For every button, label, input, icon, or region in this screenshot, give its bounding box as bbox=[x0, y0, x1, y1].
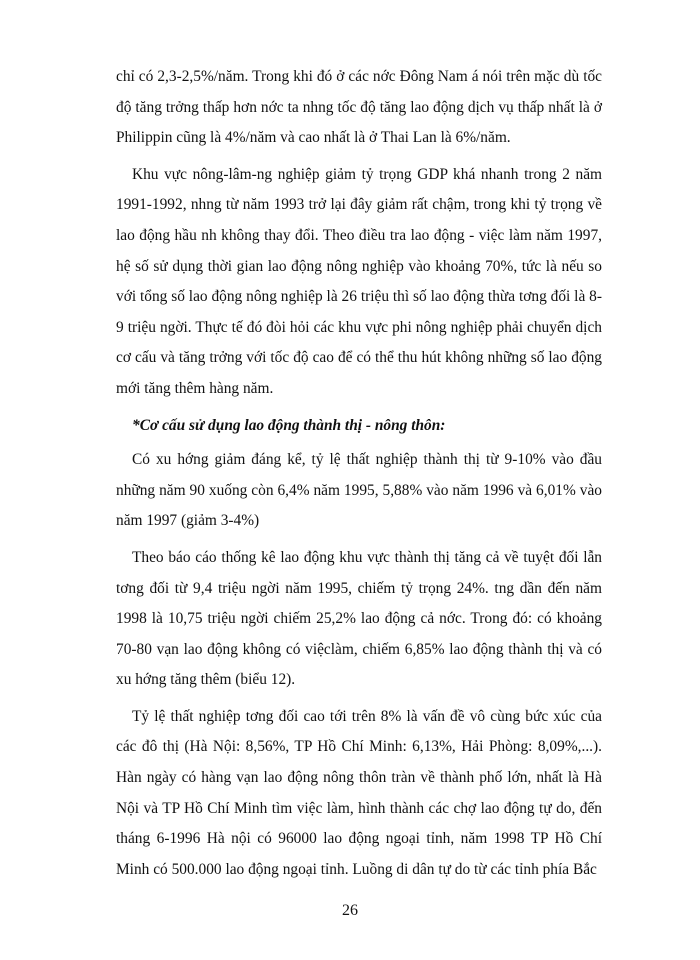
paragraph-2: Khu vực nông-lâm-ng nghiệp giảm tỷ trọng GDP khá nhanh trong 2 năm 1991-1992, nhng từ năm 1993 trở lại đây giảm rất chậm, trong khi tỷ trọng về lao động hầu nh không thay đổi. Theo điều tra lao động - việc làm năm 1997, hệ số sử dụng thời gian lao động nông nghiệp vào khoảng 70%, tức là nếu so với tổng số lao động nông nghiệp là 26 triệu thì số lao động thừa tơng đối là 8-9 triệu ngời. Thực tế đó đòi hỏi các khu vực phi nông nghiệp phải chuyển dịch cơ cấu và tăng trởng với tốc độ cao để có thể thu hút không những số lao động mới tăng thêm hàng năm. bbox=[116, 165, 602, 397]
body-text bbox=[116, 62, 602, 891]
paragraph-3: Có xu hớng giảm đáng kể, tỷ lệ thất nghiệp thành thị từ 9-10% vào đầu những năm 90 xuống còn 6,4% năm 1995, 5,88% vào năm 1996 và 6,01% vào năm 1997 (giảm 3-4%) bbox=[116, 451, 602, 530]
paragraph-4: Theo báo cáo thống kê lao động khu vực thành thị tăng cả về tuyệt đối lẫn tơng đối từ 9,4 triệu ngời năm 1995, chiếm tỷ trọng 24%. tng dần đến năm 1998 là 10,75 triệu ngời chiếm 25,2% lao động cả nớc. Trong đó: có khoảng 70-80 vạn lao động không có việclàm, chiếm 6,85% lao động thành thị và có xu hớng tăng thêm (biểu 12). bbox=[116, 548, 602, 689]
paragraph-5: Tỷ lệ thất nghiệp tơng đối cao tới trên 8% là vấn đề vô cùng bức xúc của các đô thị (Hà Nội: 8,56%, TP Hồ Chí Minh: 6,13%, Hải Phòng: 8,09%,...). Hàn ngày có hàng vạn lao động nông thôn tràn về thành phố lớn, nhất là Hà Nội và TP Hồ Chí Minh tìm việc làm, hình thành các chợ lao động tự do, đến tháng 6-1996 Hà nội có 96000 lao động ngoại tỉnh, năm 1998 TP Hồ Chí Minh có 500.000 lao động ngoại tỉnh. Luồng di dân tự do từ các tỉnh phía Bắc bbox=[116, 707, 602, 878]
page-number: 26 bbox=[342, 902, 358, 919]
paragraph-1: chỉ có 2,3-2,5%/năm. Trong khi đó ở các nớc Đông Nam á nói trên mặc dù tốc độ tăng trởng thấp hơn nớc ta nhng tốc độ tăng lao động dịch vụ thấp nhất là ở Philippin cũng là 4%/năm và cao nhất là ở Thai Lan là 6%/năm. bbox=[116, 68, 602, 147]
section-subheading: *Cơ cấu sử dụng lao động thành thị - nông thôn: bbox=[132, 416, 446, 434]
